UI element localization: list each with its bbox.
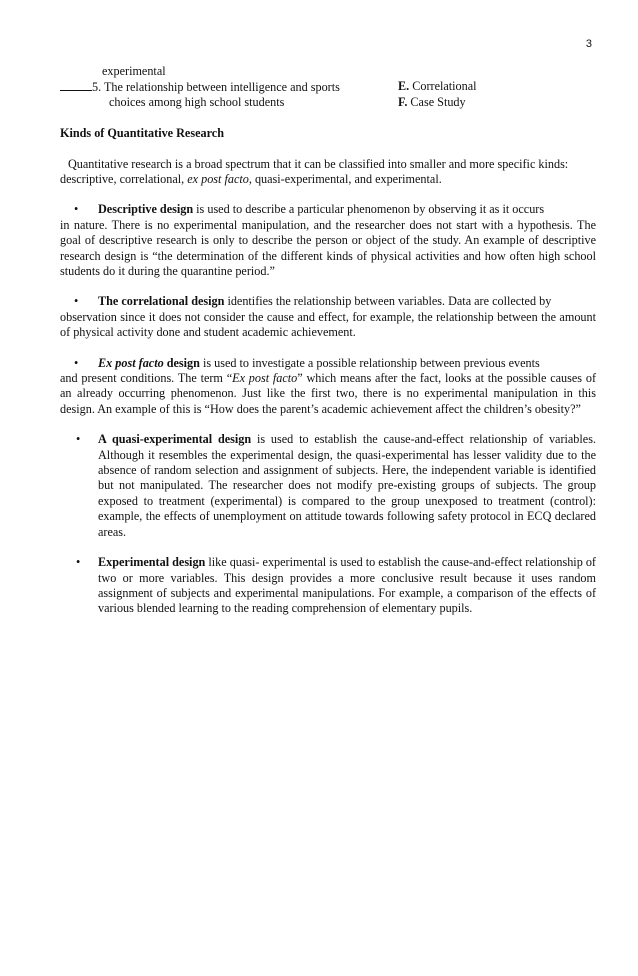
experimental-design-item: [60, 555, 596, 617]
experimental-text: like quasi- experimental is used to establish the cause-and-effect relationship of two or more variables. This design provides a more conclusive result because it uses random assignment of subjects and experimental manipulations. For example, a comparison of the effects of various blended learning to the reading comprehension of elementary pupils.: [98, 555, 596, 616]
correlational-text: observation since it does not consider the cause and effect, for example, the relationship between the amount of physical activity done and student academic achievement.: [60, 309, 596, 340]
document-body: [60, 64, 596, 617]
correlational-term: The correlational design: [98, 294, 225, 309]
bullet-icon: •: [74, 202, 79, 217]
intro-line-1: Quantitative research is a broad spectrum that it can be classified into smaller and more specific kinds:: [68, 156, 569, 171]
matching-item-5-cont: [60, 95, 596, 110]
descriptive-design-item: • Descriptive design is used to describe a particular phenomenon by observing it as it occurs in nature. There is no experimental manipulation, and the researcher does not start with a hypothesis. The goal of descriptive research is only to describe the person or object of the study. An example of descriptive research design is “the determination of the different kinds of physical activities and how often high school students do it during the quarantine period.”: [60, 202, 596, 279]
quasi-experimental-text: is used to establish the cause-and-effect relationship of variables. Although it resembles the experimental design, the quasi-experimental has lesser validity due to the absence of random selection and assignment of subjects. Here, the independent variable is identified but not manipulated. The researcher does not modify pre-existing groups of subjects. The group exposed to treatment (experimental) is compared to the group unexposed to treatment (control): example, the effects of unemployment on attitude towards following safety protocol in ECQ declared areas.: [98, 432, 596, 539]
item-5-question-cont: choices among high school students: [109, 94, 285, 109]
ex-post-facto-text: and present conditions. The term “Ex post facto” which means after the fact, looks at the possible causes of an already occurring phenomenon. Just like the first two, there is no experimental manipulation in this design. An example of this is “How does the parent’s academic achievement affect the children’s obesity?”: [60, 371, 596, 416]
quasi-experimental-term: A quasi-experimental design: [98, 432, 252, 447]
matching-carry-text: experimental: [102, 64, 166, 78]
choice-f: [398, 95, 466, 110]
descriptive-text: in nature. There is no experimental manipulation, and the researcher does not start with a hypothesis. The goal of descriptive research is only to describe the person or object of the study. An example of descriptive research design is “the determination of the different kinds of physical activities and how often high school students do it during the quarantine period.”: [60, 217, 596, 279]
experimental-term: Experimental design: [98, 555, 206, 570]
quasi-experimental-item: [60, 432, 596, 540]
choice-e: [398, 79, 477, 94]
choice-f-text: Case Study: [410, 94, 466, 109]
section-heading: Kinds of Quantitative Research: [60, 126, 224, 141]
bullet-icon: •: [76, 555, 81, 570]
item-5-question: 5. The relationship between intelligence and sports: [92, 80, 340, 95]
bullet-icon: •: [74, 294, 79, 309]
matching-item-5: [60, 79, 596, 94]
bullet-icon: •: [76, 432, 81, 447]
answer-blank[interactable]: [60, 79, 92, 91]
page-number: 3: [585, 38, 592, 50]
correlational-design-item: • The correlational design identifies the relationship between variables. Data are collected by observation since it does not consider the cause and effect, for example, the relationship between the amount of physical activity done and student academic achievement.: [60, 294, 596, 340]
choice-e-letter: E.: [398, 79, 410, 94]
intro-line-2: descriptive, correlational, ex post facto, quasi-experimental, and experimental.: [60, 171, 442, 186]
choice-e-text: Correlational: [412, 79, 477, 94]
descriptive-term: Descriptive design: [98, 202, 194, 217]
ex-post-facto-term: ex post facto: [187, 171, 249, 186]
ex-post-facto-design-term: Ex post facto design: [98, 355, 200, 370]
intro-paragraph: [60, 157, 596, 188]
matching-carry-row: [60, 64, 596, 79]
bullet-icon: •: [74, 355, 79, 370]
choice-f-letter: F.: [398, 94, 408, 109]
ex-post-facto-item: • Ex post facto design is used to investigate a possible relationship between previous events and present conditions. The term “Ex post facto” which means after the fact, looks at the possible causes of an already occurring phenomenon. Just like the first two, there is no experimental manipulation in this design. An example of this is “How does the parent’s academic achievement affect the children’s obesity?”: [60, 355, 596, 416]
